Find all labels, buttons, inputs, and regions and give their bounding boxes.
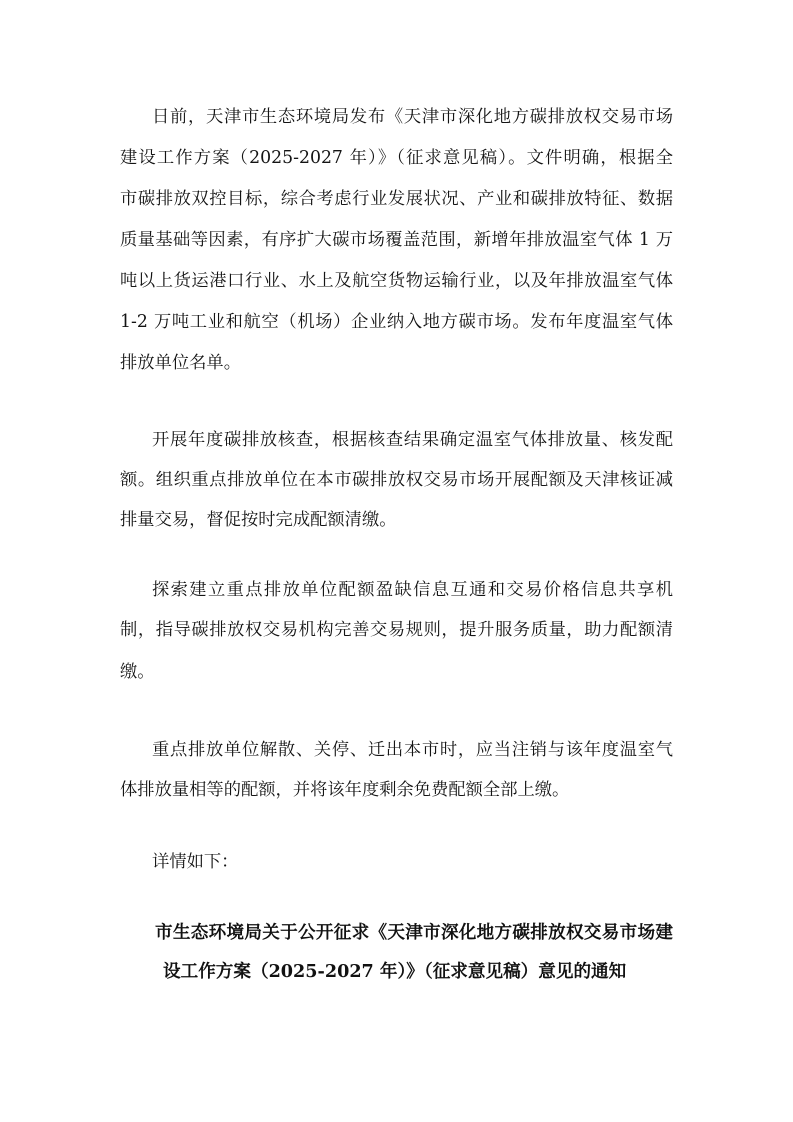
text-line: 质量基础等因素，有序扩大碳市场覆盖范围，新增年排放温室气体 1 万 <box>120 230 673 250</box>
text-line: 详情如下： <box>152 852 239 872</box>
text-line: 额。组织重点排放单位在本市碳排放权交易市场开展配额及天津核证减 <box>120 470 673 490</box>
text-line: 开展年度碳排放核查，根据核查结果确定温室气体排放量、核发配 <box>152 430 673 450</box>
text-line: 重点排放单位解散、关停、迁出本市时，应当注销与该年度温室气 <box>152 740 673 760</box>
text-line: 吨以上货运港口行业、水上及航空货物运输行业，以及年排放温室气体 <box>120 271 673 291</box>
notice-title-line: 市生态环境局关于公开征求《天津市深化地方碳排放权交易市场建 <box>155 922 673 943</box>
text-line: 缴。 <box>120 662 155 682</box>
text-line: 排量交易，督促按时完成配额清缴。 <box>120 510 397 530</box>
text-line: 日前，天津市生态环境局发布《天津市深化地方碳排放权交易市场 <box>152 107 673 127</box>
text-line: 探索建立重点排放单位配额盈缺信息互通和交易价格信息共享机 <box>152 580 673 600</box>
text-line: 排放单位名单。 <box>120 353 241 373</box>
notice-title-line: 设工作方案（2025-2027 年）》（征求意见稿）意见的通知 <box>163 961 627 982</box>
text-line: 建设工作方案（2025-2027 年）》（征求意见稿）。文件明确，根据全 <box>120 148 673 168</box>
text-line: 制，指导碳排放权交易机构完善交易规则，提升服务质量，助力配额清 <box>120 620 673 640</box>
text-line: 1-2 万吨工业和航空（机场）企业纳入地方碳市场。发布年度温室气体 <box>120 312 673 332</box>
text-line: 体排放量相等的配额，并将该年度剩余免费配额全部上缴。 <box>120 780 570 800</box>
text-line: 市碳排放双控目标，综合考虑行业发展状况、产业和碳排放特征、数据 <box>120 189 673 209</box>
